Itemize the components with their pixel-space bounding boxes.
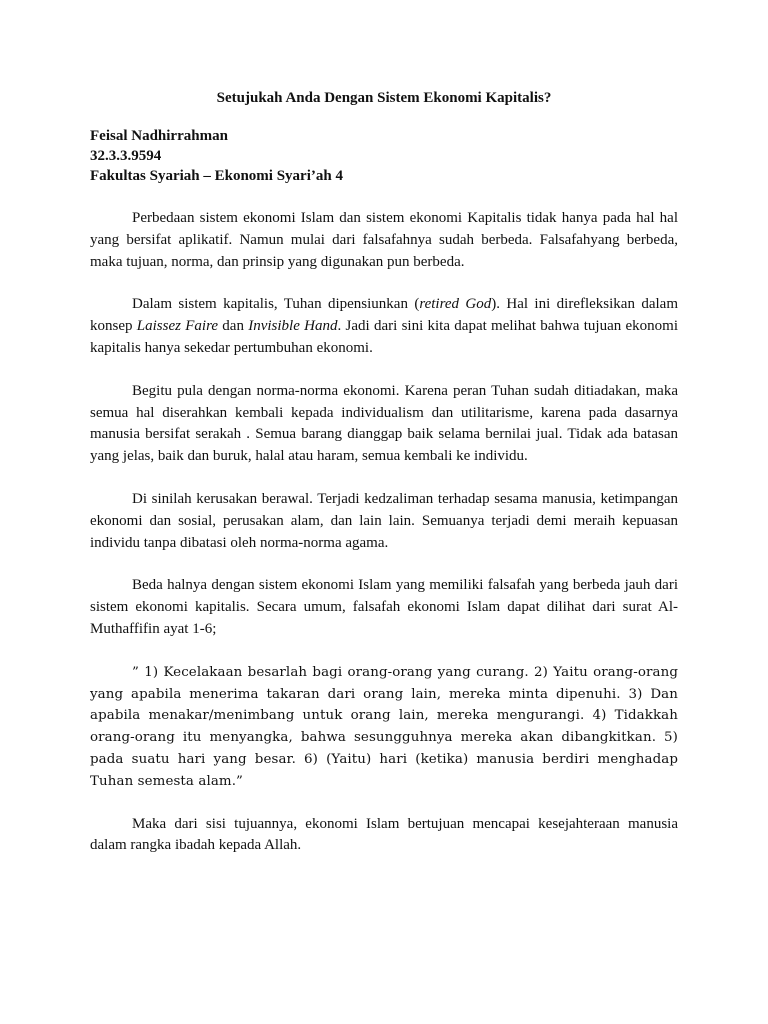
paragraph-2-text-c: dan (218, 318, 249, 335)
author-id: 32.3.3.9594 (90, 148, 162, 164)
paragraph-2-italic-invisible-hand: Invisible Hand (248, 318, 338, 335)
author-block (90, 126, 678, 186)
paragraph-2-text-d: . Jadi dari sini kita dapat melihat bahwa tujuan ekonomi kapitalis hanya sekedar pertumbuhan ekonomi. (90, 318, 679, 356)
document-page (90, 88, 678, 878)
paragraph-2-text-a: Dalam sistem kapitalis, Tuhan dipensiunkan ( (132, 296, 420, 313)
paragraph-5: Beda halnya dengan sistem ekonomi Islam yang memiliki falsafah yang berbeda jauh dari sistem ekonomi kapitalis. Secara umum, falsafah ekonomi Islam dapat dilihat dari surat Al-Muthaffifin ayat 1-6; (90, 577, 678, 637)
paragraph-1: Perbedaan sistem ekonomi Islam dan sistem ekonomi Kapitalis tidak hanya pada hal hal yang bersifat aplikatif. Namun mulai dari falsafahnya sudah berbeda. Falsafahyang berbeda, maka tujuan, norma, dan prinsip yang digunakan pun berbeda. (90, 210, 678, 270)
paragraph-4: Di sinilah kerusakan berawal. Terjadi kedzaliman terhadap sesama manusia, ketimpangan ekonomi dan sosial, perusakan alam, dan lain lain. Semuanya terjadi demi meraih kepuasan individu tanpa dibatasi oleh norma-norma agama. (90, 490, 678, 551)
quote-paragraph: ” 1) Kecelakaan besarlah bagi orang-orang yang curang. 2) Yaitu orang-orang yang apabila menerima takaran dari orang lain, mereka minta dipenuhi. 3) Dan apabila menakar/menimbang untuk orang lain, mereka mengurangi. 4) Tidakkah orang-orang itu menyangka, bahwa sesungguhnya mereka akan dibangkitkan. 5) pada suatu hari yang besar. 6) (Yaitu) hari (ketika) manusia berdiri menghadap Tuhan semesta alam.” (90, 664, 678, 789)
paragraph-2 (90, 294, 678, 359)
paragraph-2-italic-laissez-faire: Laissez Faire (136, 318, 219, 335)
author-faculty: Fakultas Syariah – Ekonomi Syari’ah 4 (90, 168, 343, 184)
document-title: Setujukah Anda Dengan Sistem Ekonomi Kapitalis? (216, 90, 552, 106)
paragraph-2-italic-retired-god: retired God (419, 296, 492, 313)
paragraph-7: Maka dari sisi tujuannya, ekonomi Islam bertujuan mencapai kesejahteraan manusia dalam rangka ibadah kepada Allah. (90, 815, 678, 854)
author-name: Feisal Nadhirrahman (90, 128, 228, 144)
paragraph-3: Begitu pula dengan norma-norma ekonomi. Karena peran Tuhan sudah ditiadakan, maka semua hal diserahkan kembali kepada individualism dan utilitarisme, karena pada dasarnya manusia bersifat serakah . Semua barang dianggap baik selama bernilai jual. Tidak ada batasan yang jelas, baik dan buruk, halal atau haram, semua kembali ke individu. (90, 382, 678, 465)
paragraph-2-text-b: ). Hal ini direfleksikan dalam konsep (90, 296, 678, 335)
